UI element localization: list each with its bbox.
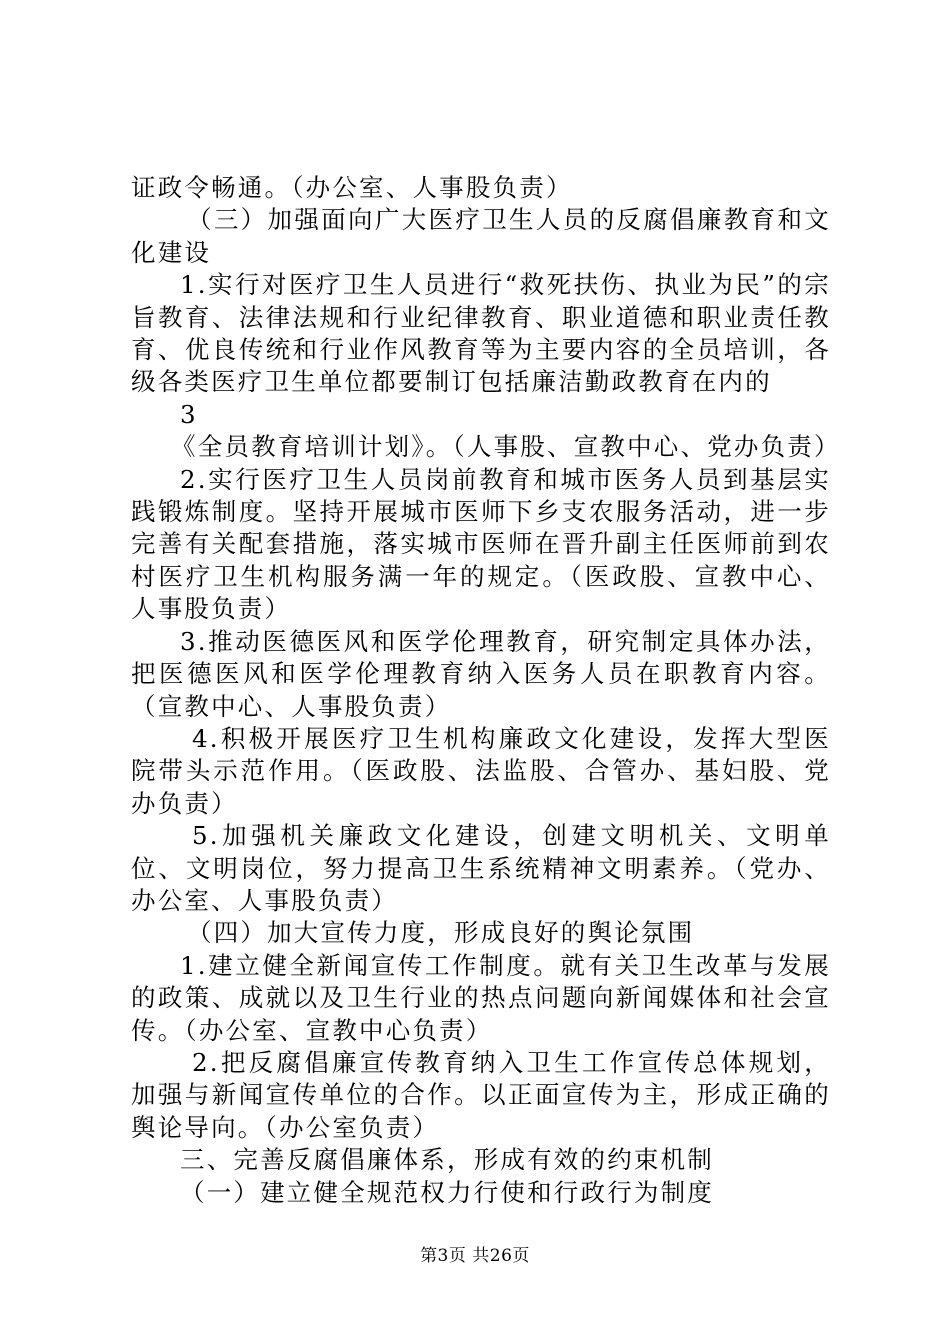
section-heading-3-1: （一）建立健全规范权力行使和行政行为制度 — [180, 1177, 714, 1207]
paragraph-item-3: 3.推动医德医风和医学伦理教育，研究制定具体办法，把医德医风和医学伦理教育纳入医务人员在职教育内容。（宣教中心、人事股负责） — [131, 626, 831, 721]
page-footer: 第3页 共26页 — [420, 1246, 530, 1266]
paragraph-news-2: 2.把反腐倡廉宣传教育纳入卫生工作宣传总体规划，加强与新闻宣传单位的合作。以正面宣传为主，形成正确的舆论导向。（办公室负责） — [131, 1047, 831, 1142]
paragraph-news-1: 1.建立健全新闻宣传工作制度。就有关卫生改革与发展的政策、成就以及卫生行业的热点问题向新闻媒体和社会宣传。（办公室、宣教中心负责） — [131, 950, 831, 1045]
section-heading-3: （三）加强面向广大医疗卫生人员的反腐倡廉教育和文化建设 — [131, 205, 831, 267]
paragraph-item-5: 5.加强机关廉政文化建设，创建文明机关、文明单位、文明岗位，努力提高卫生系统精神文明素养。（党办、办公室、人事股负责） — [131, 821, 831, 915]
paragraph-continuation: 证政令畅通。（办公室、人事股负责） — [131, 173, 573, 202]
section-heading-4: （四）加大宣传力度，形成良好的舆论氛围 — [187, 918, 695, 948]
paragraph-item-2: 2.实行医疗卫生人员岗前教育和城市医务人员到基层实践锻炼制度。坚持开展城市医师下乡支农服务活动，进一步完善有关配套措施，落实城市医师在晋升副主任医师前到农村医疗卫生机构服务满一年的规定。（医政股、宣教中心、人事股负责） — [131, 464, 831, 624]
paragraph-item-1: 1.实行对医疗卫生人员进行“救死扶伤、执业为民”的宗旨教育、法律法规和行业纪律教育、职业道德和职业责任教育、优良传统和行业作风教育等为主要内容的全员培训，各级各类医疗卫生单位都要制订包括廉洁勤政教育在内的 — [131, 270, 831, 397]
paragraph-plan-title: 《全员教育培训计划》。（人事股、宣教中心、党办负责） — [171, 432, 841, 462]
chapter-heading-3: 三、完善反腐倡廉体系，形成有效的约束机制 — [180, 1145, 714, 1175]
document-body — [131, 172, 841, 1209]
inline-page-number: 3 — [180, 399, 196, 429]
paragraph-item-4: 4.积极开展医疗卫生机构廉政文化建设，发挥大型医院带头示范作用。（医政股、法监股、合管办、基妇股、党办负责） — [131, 723, 831, 818]
